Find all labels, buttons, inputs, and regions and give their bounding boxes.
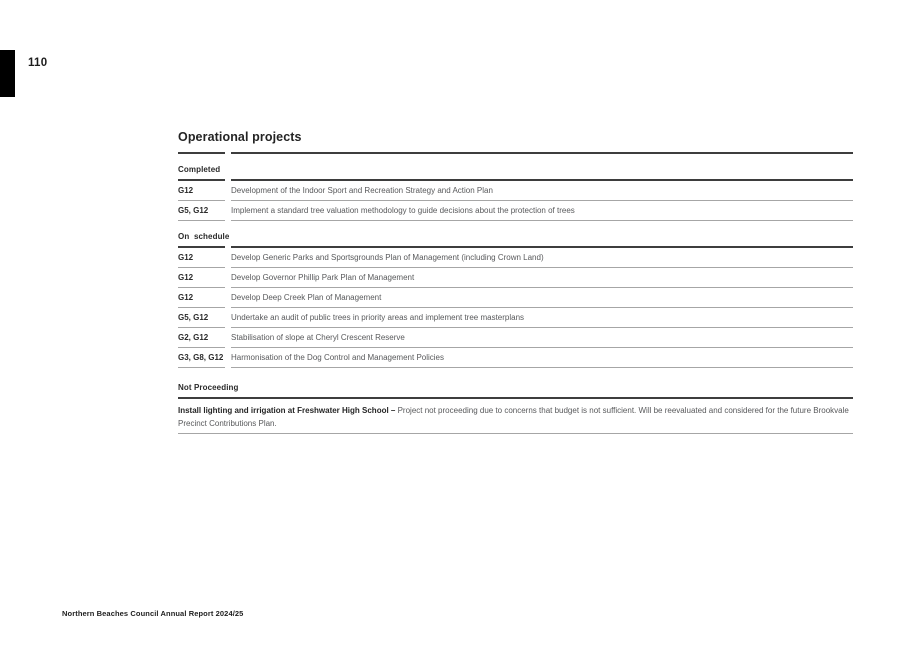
table-row: [178, 181, 853, 201]
section-label-completed: Completed: [178, 165, 221, 174]
page-title: Operational projects: [178, 130, 302, 144]
rule-segment: [178, 152, 225, 154]
table-row: [178, 308, 853, 328]
row-description: Harmonisation of the Dog Control and Management Policies: [231, 348, 853, 368]
row-description: Develop Governor Phillip Park Plan of Management: [231, 268, 853, 288]
row-description: Undertake an audit of public trees in priority areas and implement tree masterplans: [231, 308, 853, 328]
footer-report-title: Northern Beaches Council Annual Report 2024/25: [62, 609, 244, 618]
project-status-text: Project not proceeding due to concerns that budget is not sufficient. Will be reevaluated and considered for the future Brookvale Precinct Contributions Plan.: [178, 406, 849, 428]
row-description: Implement a standard tree valuation methodology to guide decisions about the protection of trees: [231, 201, 853, 221]
table-row: [178, 201, 853, 221]
row-description: Stabilisation of slope at Cheryl Crescent Reserve: [231, 328, 853, 348]
project-title: Install lighting and irrigation at Freshwater High School –: [178, 406, 396, 415]
row-description: Develop Deep Creek Plan of Management: [231, 288, 853, 308]
row-code: G12: [178, 268, 225, 288]
row-description: Development of the Indoor Sport and Recreation Strategy and Action Plan: [231, 181, 853, 201]
row-code: G2, G12: [178, 328, 225, 348]
section-label-not-proceeding: Not Proceeding: [178, 383, 239, 392]
table-row: [178, 268, 853, 288]
section-label-on-schedule: On schedule: [178, 232, 230, 241]
rule-segment: [231, 152, 853, 154]
table-row: [178, 328, 853, 348]
row-code: G12: [178, 248, 225, 268]
table-row: [178, 248, 853, 268]
heading-rule: [178, 152, 853, 154]
main-content: [178, 130, 853, 434]
row-description: Develop Generic Parks and Sportsgrounds Plan of Management (including Crown Land): [231, 248, 853, 268]
row-code: G12: [178, 181, 225, 201]
row-code: G3, G8, G12: [178, 348, 225, 368]
table-row: [178, 348, 853, 368]
row-code: G5, G12: [178, 201, 225, 221]
page-number: 110: [28, 57, 48, 69]
row-code: G12: [178, 288, 225, 308]
page-edge-tab-marker: [0, 50, 15, 97]
row-code: G5, G12: [178, 308, 225, 328]
table-row: [178, 288, 853, 308]
not-proceeding-paragraph: [178, 399, 853, 434]
